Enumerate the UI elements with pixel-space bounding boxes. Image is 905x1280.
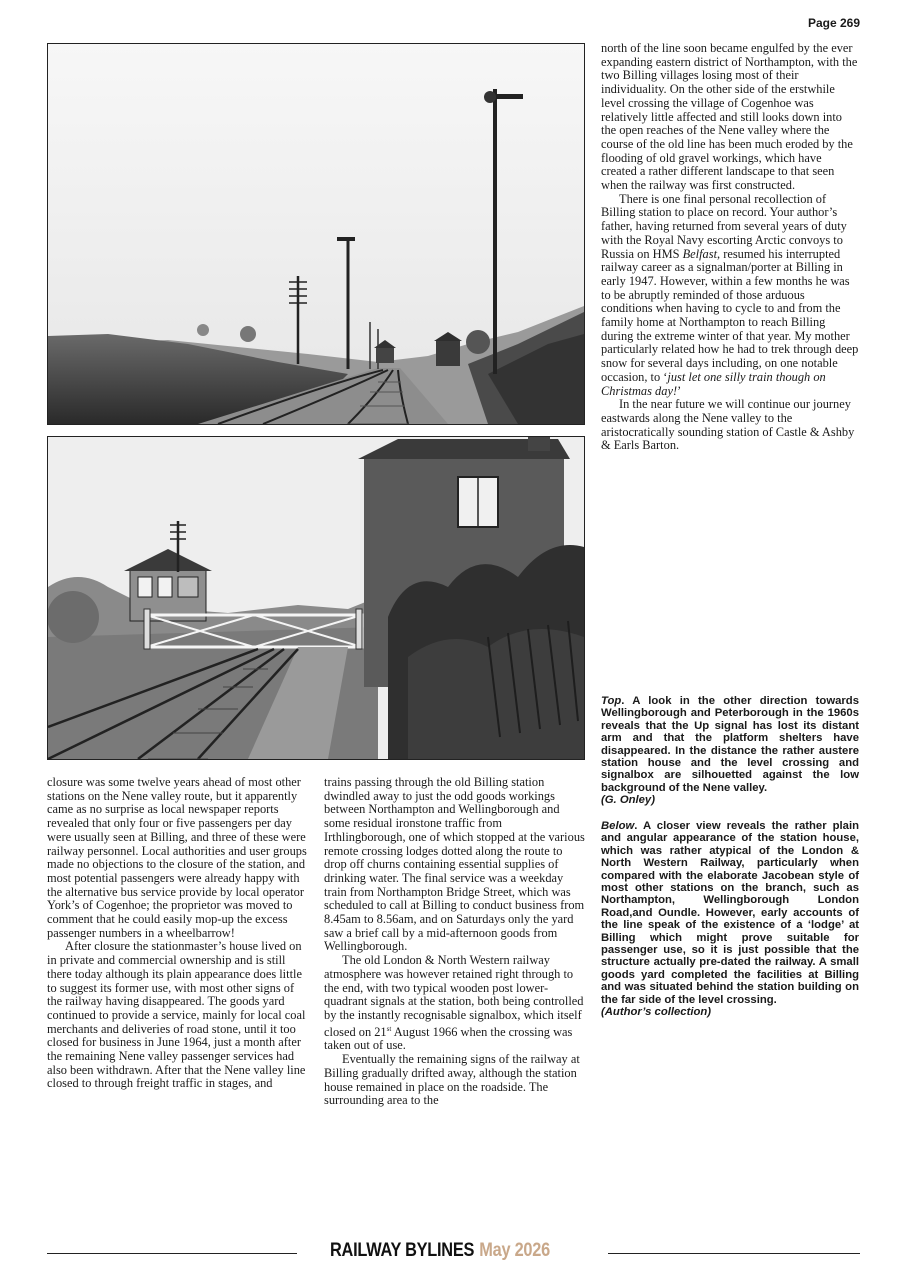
footer-masthead [330, 1240, 554, 1262]
column-a-paragraph-2: After closure the stationmaster’s house lived on in private and commercial ownership and is still there today although its plain appearance does little to suggest its former use, with most other signs of the railway having disappeared. The goods yard continued to provide a service, mainly for local coal merchants and deliveries of road stone, until it too closed for business in June 1964, just a month after the remaining Nene valley passenger services had also been withdrawn. After that the Nene valley line closed to through freight traffic in stages, and [47, 939, 306, 1091]
column-b-paragraph-3: Eventually the remaining signs of the railway at Billing gradually drifted away, although the station house remained in place on the roadside. The surrounding area to the [324, 1052, 580, 1108]
publication-name: RAILWAY BYLINES [330, 1240, 475, 1261]
caption-top-lead: Top [601, 695, 622, 707]
photo-station-house-image [48, 437, 584, 759]
right-column-text [601, 42, 859, 453]
photo-station-house [47, 436, 585, 760]
issue-date: May 2026 [479, 1240, 550, 1261]
column-b-paragraph-1: trains passing through the old Billing station dwindled away to just the odd goods workings between Northampton and Wellingborough and some residual ironstone traffic from Irthlingborough, one of which stopped at the various remote crossing lodges dotted along the route to drop off churns containing essential supplies of drinking water. The final service was a weekday train from Northampton Bridge Street, which was scheduled to call at Billing to conduct business from 8.45am to 8.56am, and on Saturdays only the yard saw a brief call by a mid-afternoon goods from Wellingborough. [324, 775, 585, 954]
christmas-quote: just let one silly train though on Christmas day! [601, 369, 826, 398]
caption-bottom: Below. A closer view reveals the rather plain and angular appearance of the station house, which was rather atypical of the London & North Western Railway, particularly when compared with the elaborate Jacobean style of most other stations on the branch, such as Northampton, Wellingborough London Road,and Oundle. However, early accounts of the line speak of the existence of a ‘lodge’ at Billing which might prove suitable for passenger use, so it is just possible that the structure actually pre-dated the railway. A small goods yard completed the facilities at Billing and was situated behind the station building on the far side of the level crossing. (Author’s collection) [601, 820, 859, 1019]
ordinal-suffix: st [386, 1024, 392, 1033]
column-a-text [47, 776, 312, 1091]
ship-name: Belfast [682, 246, 718, 261]
footer-rule-right [608, 1253, 860, 1254]
page-number: Page 269 [807, 16, 860, 30]
caption-top-credit: (G. Onley) [601, 794, 655, 807]
photo-line-view [47, 43, 585, 425]
column-b-text [324, 776, 586, 1108]
photo-line-view-image [48, 44, 584, 424]
column-a-paragraph-1: closure was some twelve years ahead of most other stations on the Nene valley route, but it apparently came as no surprise as local newspaper reports revealed that only four or five passengers per day were usually seen at Billing, and three of these were railway personnel. Local authorities and user groups made no objections to the closure of the station, and most potential passengers were already happy with the alternative bus service provide by local operator York’s of Cogenhoe; the proprietor was moved to comment that he could easily mop-up the excess passenger numbers in a wheelbarrow! [47, 775, 307, 940]
caption-bottom-lead: Below [601, 820, 635, 832]
right-column-paragraph-1: north of the line soon became engulfed by the ever expanding eastern district of Northampton, with the two Billing villages losing most of their individuality. On the other side of the erstwhile level crossing the village of Cogenhoe was relatively little affected and still looks down into the open reaches of the Nene valley where the course of the old line has been much eroded by the flooding of old gravel workings, which have created a rather different landscape to that seen when the railway was first constructed. [601, 41, 858, 193]
caption-bottom-credit: (Author’s collection) [601, 1006, 712, 1019]
footer-rule-left [47, 1253, 297, 1254]
right-column-paragraph-3: In the near future we will continue our journey eastwards along the Nene valley to the aristocratically sounding station of Castle & Ashby & Earls Barton. [601, 397, 855, 453]
column-b-paragraph-2: The old London & North Western railway atmosphere was however retained right through to the end, with two typical wooden post lower-quadrant signals at the station, both being controlled by the instantly recognisable signalbox, which itself closed on 21st August 1966 when the crossing was taken out of use. [324, 953, 584, 1053]
caption-top: Top. A look in the other direction towards Wellingborough and Peterborough in the 1960s reveals that the Up signal has lost its distant arm and that the platform shelters have disappeared. In the distance the rather austere station house and the level crossing and signalbox are silhouetted against the low background of the Nene valley. (G. Onley) [601, 695, 859, 807]
right-column-paragraph-2: There is one final personal recollection of Billing station to place on record. Your author’s father, having returned from several years of duty with the Royal Navy escorting Arctic convoys to Russia on HMS Belfast, resumed his interrupted railway career as a signalman/porter at Billing in early 1947. However, within a few months he was to be abruptly reminded of those arduous conditions when having to cycle to and from the family home at Northampton to reach Billing during the extreme winter of that year. My mother particularly related how he had to trek through deep snow for several days including, on one notable occasion, to ‘just let one silly train though on Christmas day!’ [601, 191, 859, 398]
